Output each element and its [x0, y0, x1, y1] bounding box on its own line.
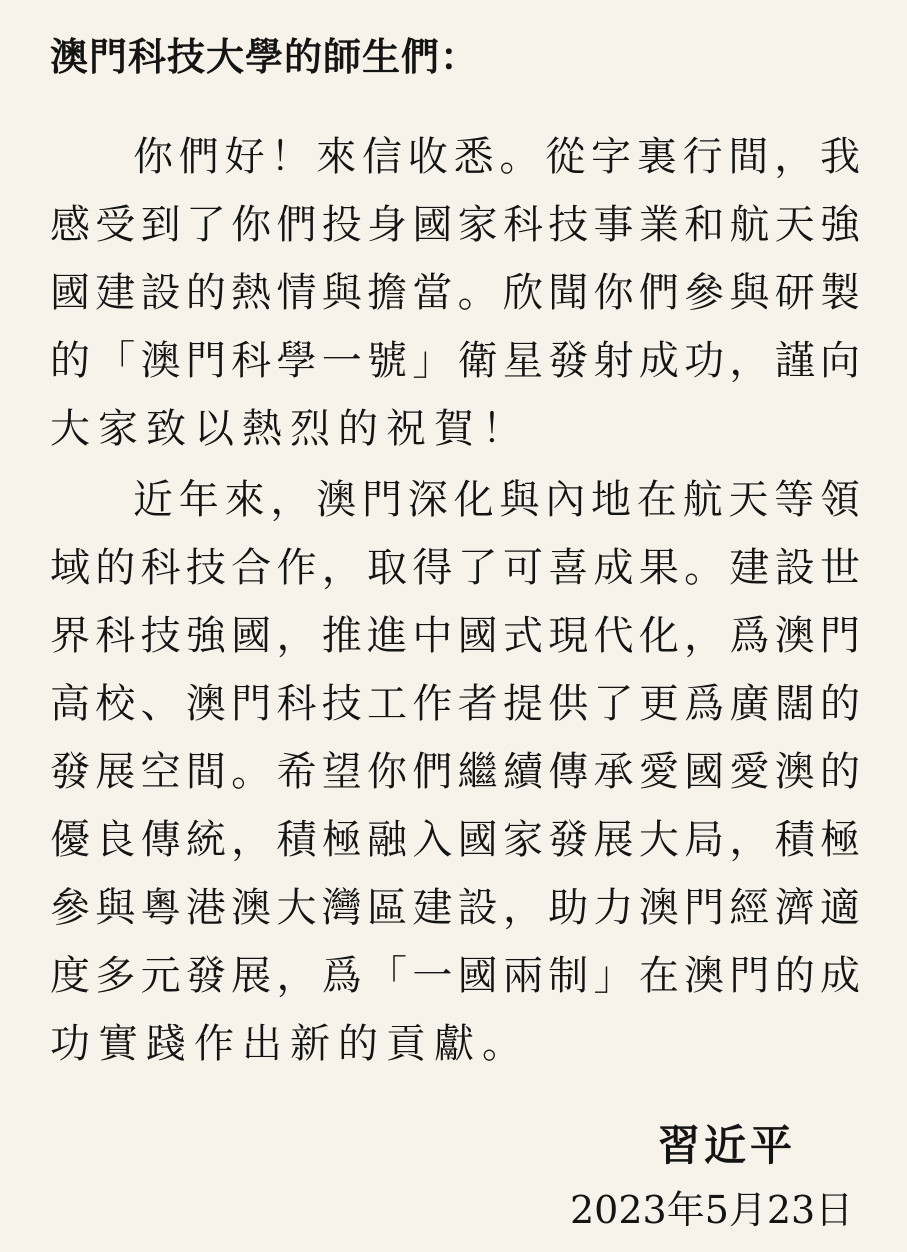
- paragraph-line: 大家致以熱烈的祝賀！: [50, 406, 530, 452]
- letter-date: 2023年5月23日: [570, 1188, 854, 1232]
- paragraph-line: 高校、澳門科技工作者提供了更爲廣闊的: [50, 681, 860, 727]
- paragraph-line: 的「澳門科學一號」衛星發射成功，謹向: [50, 338, 860, 384]
- paragraph-line: 界科技強國，推進中國式現代化，爲澳門: [50, 613, 860, 659]
- paragraph-line: 優良傳統，積極融入國家發展大局，積極: [50, 817, 860, 863]
- salutation: 澳門科技大學的師生們：: [50, 34, 480, 79]
- paragraph-line: 功實踐作出新的貢獻。: [50, 1021, 530, 1067]
- signature: 習近平: [658, 1121, 797, 1170]
- paragraph-line: 感受到了你們投身國家科技事業和航天強: [50, 202, 860, 248]
- paragraph-line: 你們好！來信收悉。從字裏行間，我: [133, 134, 860, 180]
- paragraph-line: 發展空間。希望你們繼續傳承愛國愛澳的: [50, 749, 860, 795]
- paragraph-line: 度多元發展，爲「一國兩制」在澳門的成: [50, 953, 860, 999]
- paragraph-line: 參與粵港澳大灣區建設，助力澳門經濟適: [50, 885, 860, 931]
- paragraph-line: 域的科技合作，取得了可喜成果。建設世: [50, 545, 860, 591]
- paragraph-line: 近年來，澳門深化與內地在航天等領: [133, 477, 860, 523]
- paragraph-line: 國建設的熱情與擔當。欣聞你們參與研製: [50, 270, 860, 316]
